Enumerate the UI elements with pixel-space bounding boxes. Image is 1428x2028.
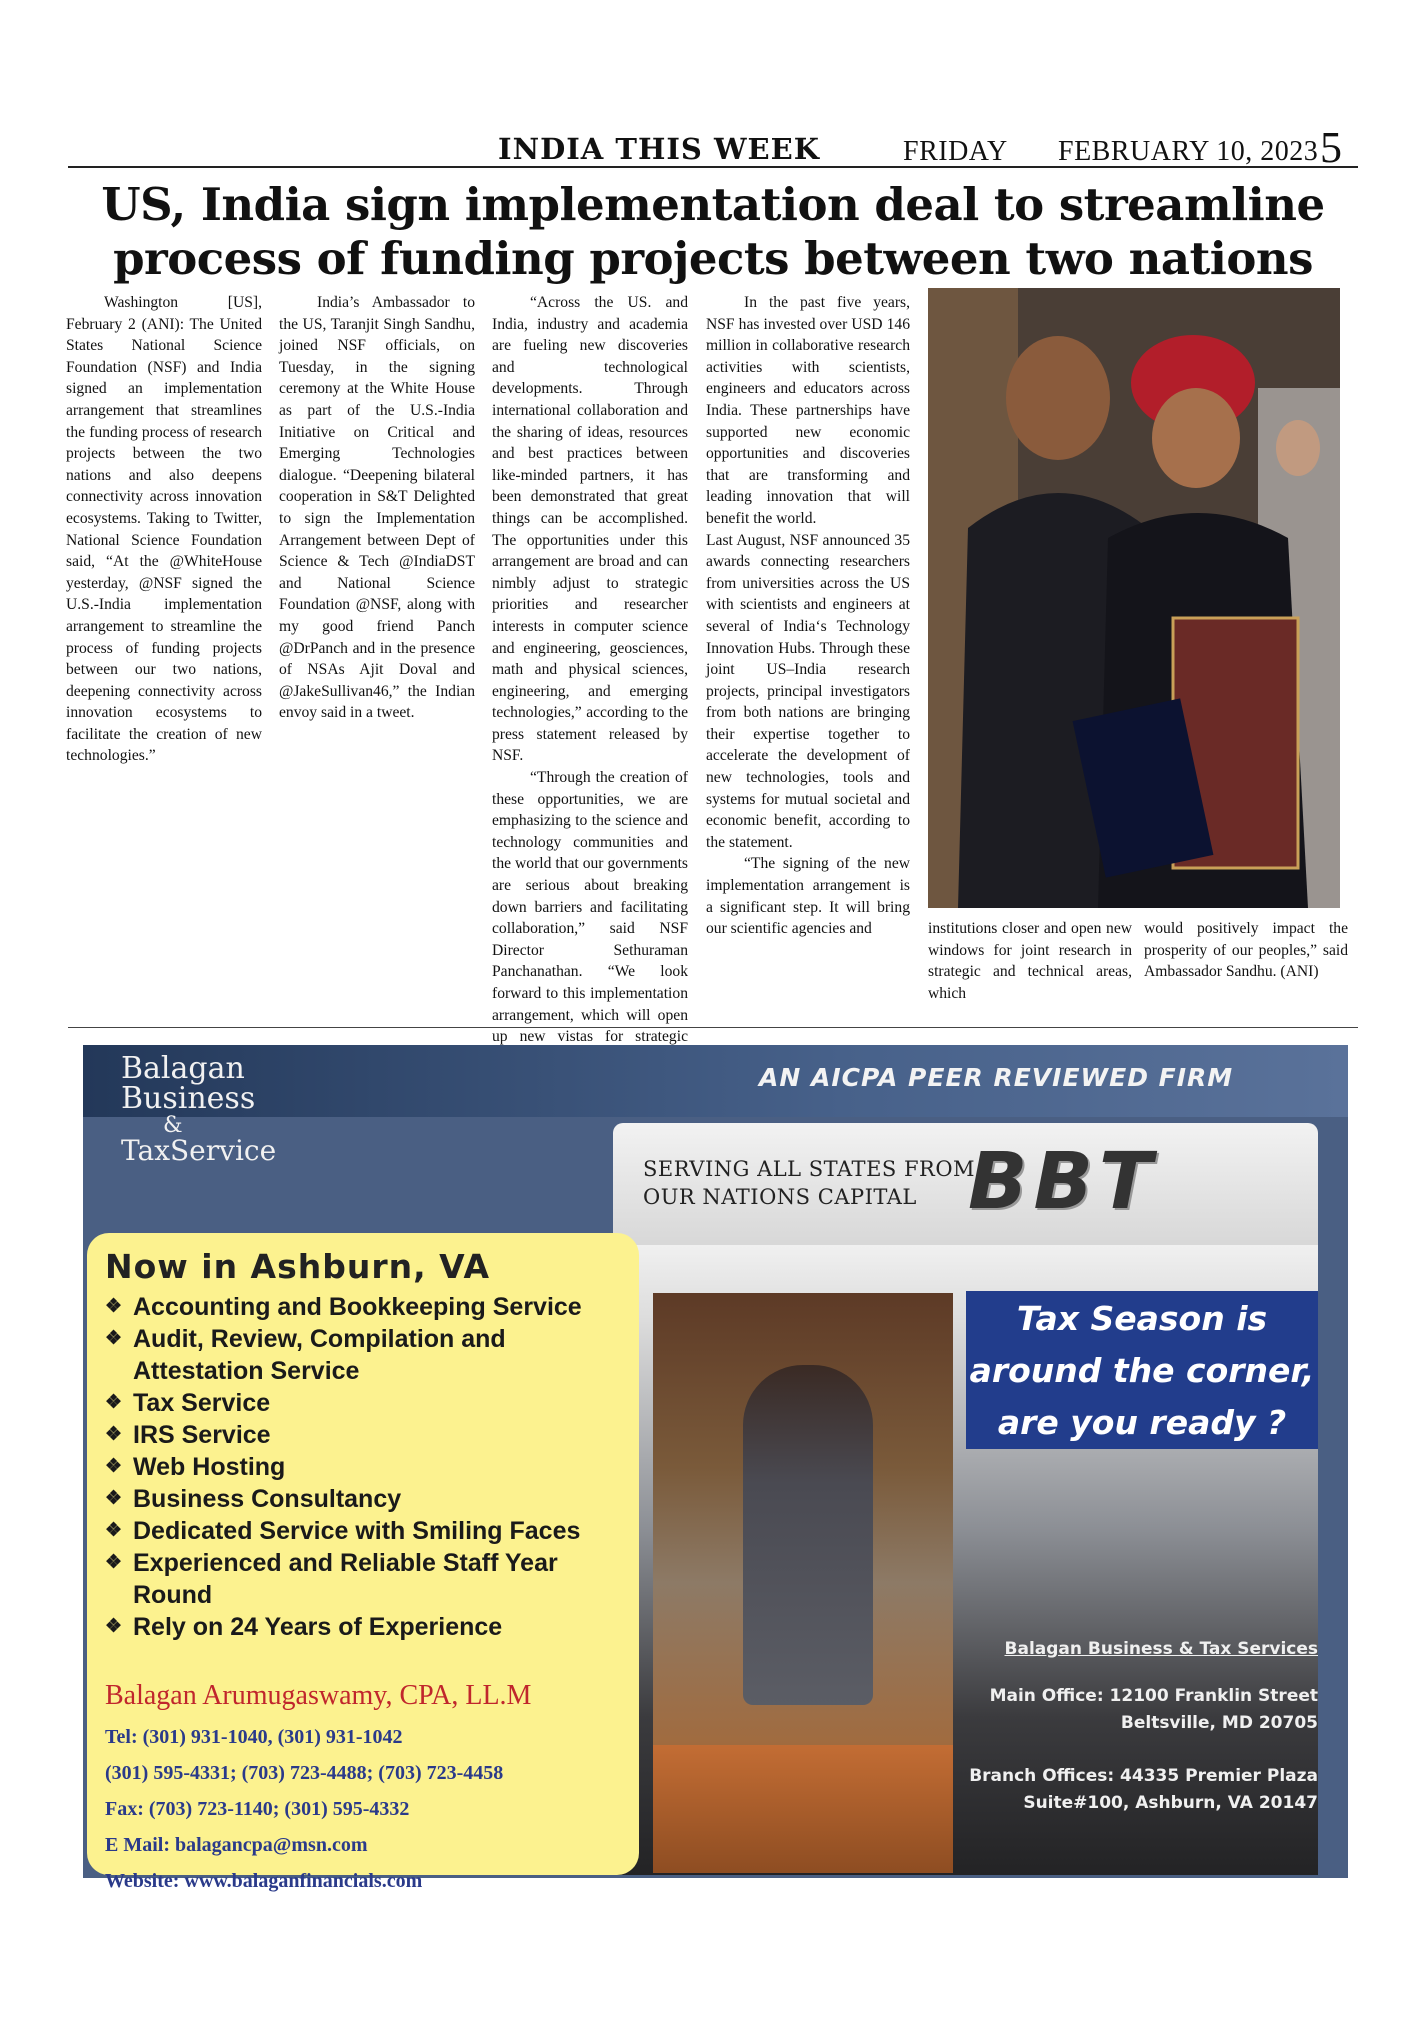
ad-tax-line: Tax Season is	[1016, 1299, 1268, 1338]
article-column-3	[492, 292, 688, 1046]
ad-portrait-desk	[653, 1745, 953, 1873]
ad-phone-2: (301) 595-4331; (703) 723-4488; (703) 723-4458	[105, 1762, 504, 1784]
list-item: ❖ Accounting and Bookkeeping Service	[105, 1291, 621, 1323]
article-paragraph: “Through the creation of these opportunities, we are emphasizing to the science and technology communities and the world that our governments are serious about breaking down barriers and facilitating collaboration,” said NSF Director Sethuraman Panchanathan. “We look forward to this implementation arrangement, which will open up new vistas for strategic	[492, 769, 688, 1046]
article-photo	[928, 288, 1340, 908]
ad-branch-office	[966, 1763, 1318, 1817]
ad-logo	[121, 1053, 321, 1193]
article-column-2	[279, 292, 475, 1010]
ad-portrait-person	[743, 1365, 873, 1705]
ad-email: E Mail: balagancpa@msn.com	[105, 1834, 368, 1856]
article-paragraph: “The signing of the new implementation arrangement is a significant step. It will bring our scientific agencies and	[706, 855, 910, 938]
publication-title: INDIA THIS WEEK	[498, 132, 820, 166]
list-item: ❖ Tax Service	[105, 1387, 621, 1419]
ad-address-line: Suite#100, Ashburn, VA 20147	[1023, 1793, 1318, 1813]
article-column-6	[1144, 918, 1348, 1028]
ad-logo-line: Business	[121, 1081, 256, 1116]
ad-website: Website: www.balaganfinancials.com	[105, 1870, 423, 1892]
ad-tax-season-box	[966, 1291, 1318, 1449]
ad-address-line: Main Office: 12100 Franklin Street	[989, 1686, 1318, 1706]
article-paragraph: would positively impact the prosperity of our peoples,” said Ambassador Sandhu. (ANI)	[1144, 920, 1348, 981]
list-item: ❖ Audit, Review, Compilation and Attestation Service	[105, 1323, 621, 1387]
list-item: ❖ Business Consultancy	[105, 1483, 621, 1515]
article-paragraph: India’s Ambassador to the US, Taranjit Singh Sandhu, joined NSF officials, on Tuesday, in the signing ceremony at the White House as part of the U.S.-India Initiative on Critical and Emerging Technologies dialogue. “Deepening bilateral cooperation in S&T Delighted to sign the Implementation Arrangement between Dept of Science & Tech @IndiaDST and National Science Foundation @NSF, along with my good friend Panch @DrPanch and in the presence of NSAs Ajit Doval and @JakeSullivan46,” the Indian envoy said in a tweet.	[279, 294, 475, 722]
ad-services-list	[105, 1291, 621, 1643]
ad-tax-line: around the corner,	[969, 1351, 1315, 1390]
article-column-5	[928, 918, 1132, 1028]
article-headline: US, India sign implementation deal to streamline process of funding projects between two nations	[101, 178, 1325, 285]
list-item: ❖ Rely on 24 Years of Experience	[105, 1611, 621, 1643]
ad-serving-text: SERVING ALL STATES FROM OUR NATIONS CAPITAL	[643, 1157, 976, 1209]
ad-services-panel	[87, 1233, 639, 1892]
ad-bbt-logo: BBT	[968, 1137, 1159, 1227]
ad-tax-line: are you ready ?	[997, 1403, 1287, 1442]
ad-peer-review-banner: AN AICPA PEER REVIEWED FIRM	[759, 1063, 1234, 1092]
ad-serving-panel	[613, 1123, 1318, 1248]
list-item: ❖ Web Hosting	[105, 1451, 621, 1483]
ad-fax: Fax: (703) 723-1140; (301) 595-4332	[105, 1798, 410, 1820]
page-number: 5	[1320, 123, 1342, 172]
ad-contact-block	[105, 1719, 621, 1899]
ad-location-heading: Now in Ashburn, VA	[105, 1247, 490, 1286]
list-item: ❖ Dedicated Service with Smiling Faces	[105, 1515, 621, 1547]
list-item: ❖ Experienced and Reliable Staff Year Round	[105, 1547, 621, 1611]
article-column-1	[66, 292, 262, 1010]
ad-company-name: Balagan Business & Tax Services	[1004, 1639, 1318, 1659]
ad-address-line: Beltsville, MD 20705	[1120, 1713, 1318, 1733]
list-item: ❖ IRS Service	[105, 1419, 621, 1451]
issue-date: FEBRUARY 10, 2023	[1058, 136, 1319, 167]
ad-office-info	[966, 1635, 1318, 1817]
ad-phone: Tel: (301) 931-1040, (301) 931-1042	[105, 1726, 403, 1748]
issue-day: FRIDAY	[903, 136, 1008, 167]
ad-logo-line: &	[163, 1113, 183, 1138]
ad-logo-line: TaxService	[121, 1134, 277, 1167]
article-paragraph: “Across the US. and India, industry and academia are fueling new discoveries and technological developments. Through international collaboration and the sharing of ideas, resources and best practices between like-minded partners, it has been demonstrated that great things can be accomplished. The opportunities under this arrangement are broad and can nimbly adjust to strategic priorities and researcher interests in computer science and engineering, geosciences, math and physical sciences, engineering, and emerging technologies,” according to the press statement released by NSF.	[492, 294, 688, 765]
article-paragraph: institutions closer and open new windows for joint research in strategic and technical areas, which	[928, 920, 1132, 1002]
section-divider	[68, 1027, 1358, 1028]
ad-contact-name: Balagan Arumugaswamy, CPA, LL.M	[105, 1680, 532, 1711]
article-paragraph: Washington [US], February 2 (ANI): The United States National Science Foundation (NSF) and India signed an implementation arrangement that streamlines the funding process of research projects between the two nations and also deepens connectivity across innovation ecosystems. Taking to Twitter, National Science Foundation said, “At the @WhiteHouse yesterday, @NSF signed the U.S.-India implementation arrangement to streamline the process of funding projects between our two nations, deepening connectivity across innovation ecosystems to facilitate the creation of new technologies.”	[66, 294, 262, 765]
masthead	[68, 123, 1358, 172]
ad-address-line: Branch Offices: 44335 Premier Plaza	[969, 1766, 1318, 1786]
ad-logo-line: Balagan	[121, 1051, 245, 1086]
signing-ceremony-image	[928, 288, 1340, 908]
article-column-4	[706, 292, 910, 1010]
article-paragraph: Last August, NSF announced 35 awards connecting researchers from universities across the US with scientists and engineers at several of India‘s Technology Innovation Hubs. Through these joint US–India research projects, principal investigators from both nations are bringing their expertise together to accelerate the development of new technologies, tools and systems for mutual societal and economic benefit, according to the statement.	[706, 531, 910, 851]
advertisement	[83, 1045, 1348, 1892]
article-paragraph: In the past five years, NSF has invested over USD 146 million in collaborative research activities with scientists, engineers and educators across India. These partnerships have supported new economic opportunities and discoveries that are transforming and leading innovation that will benefit the world.	[706, 294, 910, 527]
ad-main-office	[966, 1683, 1318, 1737]
